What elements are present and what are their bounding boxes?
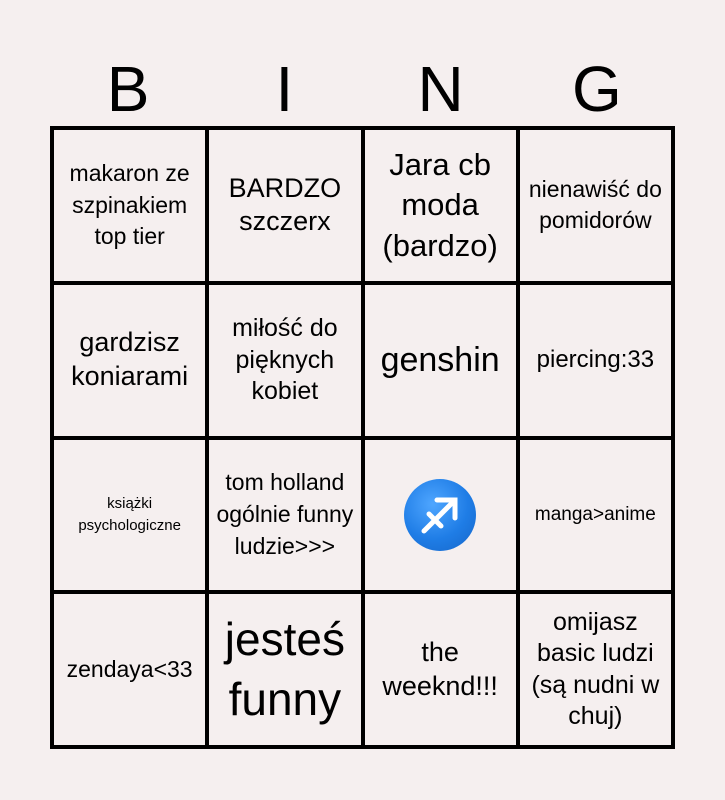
bingo-cell-8[interactable]: piercing:33 — [520, 285, 671, 436]
bingo-cell-7[interactable]: genshin — [365, 285, 516, 436]
bingo-cell-2[interactable]: BARDZO szczerx — [209, 130, 360, 281]
bingo-cell-13[interactable]: zendaya<33 — [54, 594, 205, 745]
bingo-cell-1[interactable]: makaron ze szpinakiem top tier — [54, 130, 205, 281]
bingo-cell-16[interactable]: omijasz basic ludzi (są nudni w chuj) — [520, 594, 671, 745]
bingo-cell-4[interactable]: nienawiść do pomidorów — [520, 130, 671, 281]
bingo-cell-3[interactable]: Jara cb moda (bardzo) — [365, 130, 516, 281]
bingo-cell-6[interactable]: miłość do pięknych kobiet — [209, 285, 360, 436]
bingo-cell-15[interactable]: the weeknd!!! — [365, 594, 516, 745]
header-letter-n: N — [417, 53, 464, 125]
bingo-cell-9[interactable]: książki psychologiczne — [54, 440, 205, 591]
sagittarius-arrow-icon — [417, 492, 463, 538]
bingo-cell-5[interactable]: gardzisz koniarami — [54, 285, 205, 436]
header-letter-b: B — [106, 53, 150, 125]
bingo-cell-12[interactable]: manga>anime — [520, 440, 671, 591]
bingo-header — [50, 52, 675, 126]
bingo-board — [50, 126, 675, 749]
bingo-cell-free[interactable] — [365, 440, 516, 591]
bingo-cell-10[interactable]: tom holland ogólnie funny ludzie>>> — [209, 440, 360, 591]
sagittarius-icon — [404, 479, 476, 551]
header-letter-i: I — [275, 53, 294, 125]
bingo-cell-14[interactable]: jesteś funny — [209, 594, 360, 745]
header-letter-g: G — [571, 53, 622, 125]
